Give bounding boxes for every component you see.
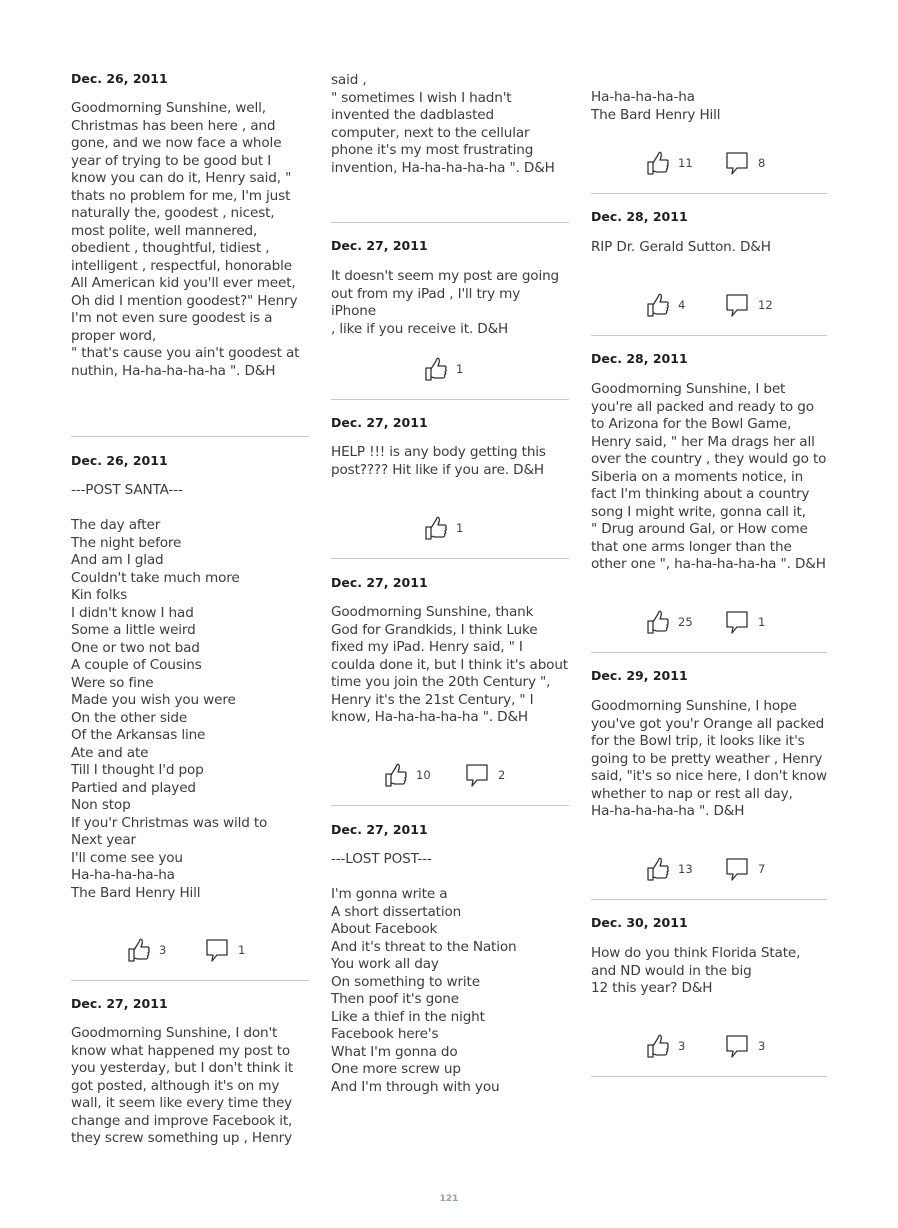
comment-count: 3 bbox=[758, 1039, 766, 1053]
like-button[interactable] bbox=[646, 291, 685, 319]
like-button[interactable] bbox=[646, 855, 693, 883]
post-text: Ha-ha-ha-ha-ha The Bard Henry Hill bbox=[591, 89, 721, 123]
post-date: Dec. 26, 2011 bbox=[71, 453, 168, 468]
page-number: 121 bbox=[439, 1194, 459, 1204]
post-text: HELP !!! is any body getting this post???? Hit like if you are. D&H bbox=[331, 444, 546, 478]
post-text: ---POST SANTA--- The day after The night before And am I glad Couldn't take much more Kin folks I didn't know I had Some a little weird One or two not bad A couple of Cousins Were so fine Made you wish you were On the other side Of the Arkansas line Ate and ate Till I thought I'd pop Partied and played Non stop If you'r Christmas was wild to Next year I'll come see you Ha-ha-ha-ha-ha The Bard Henry Hill bbox=[71, 482, 268, 901]
post-divider bbox=[331, 399, 569, 400]
post-date: Dec. 29, 2011 bbox=[591, 668, 688, 683]
thumbs-up-icon bbox=[646, 292, 670, 318]
comment-button[interactable] bbox=[724, 608, 765, 636]
thumbs-up-icon bbox=[646, 609, 670, 635]
post-stats bbox=[591, 291, 827, 319]
thumbs-up-icon bbox=[424, 356, 448, 382]
comment-count: 2 bbox=[498, 768, 506, 782]
post-stats bbox=[331, 514, 569, 542]
comment-bubble-icon bbox=[204, 937, 230, 963]
post-text: RIP Dr. Gerald Sutton. D&H bbox=[591, 239, 771, 255]
post-stats bbox=[591, 1032, 827, 1060]
like-button[interactable] bbox=[646, 608, 693, 636]
post-divider bbox=[71, 436, 309, 437]
comment-count: 12 bbox=[758, 298, 773, 312]
thumbs-up-icon bbox=[646, 1033, 670, 1059]
post-stats bbox=[71, 936, 309, 964]
post-stats bbox=[331, 761, 569, 789]
comment-button[interactable] bbox=[724, 149, 765, 177]
post-stats bbox=[331, 355, 569, 383]
post-date: Dec. 26, 2011 bbox=[71, 71, 168, 86]
post-date: Dec. 27, 2011 bbox=[331, 575, 428, 590]
comment-bubble-icon bbox=[464, 762, 490, 788]
post-text: said , " sometimes I wish I hadn't invented the dadblasted computer, next to the cellular phone it's my most frustrating invention, Ha-ha-ha-ha-ha ". D&H bbox=[331, 72, 555, 176]
post-divider bbox=[331, 805, 569, 806]
like-button[interactable] bbox=[646, 149, 693, 177]
like-button[interactable] bbox=[646, 1032, 685, 1060]
like-button[interactable] bbox=[424, 514, 463, 542]
comment-count: 8 bbox=[758, 156, 766, 170]
like-count: 1 bbox=[456, 521, 464, 535]
post-divider bbox=[331, 222, 569, 223]
comment-button[interactable] bbox=[724, 1032, 765, 1060]
post-date: Dec. 27, 2011 bbox=[331, 822, 428, 837]
post-divider bbox=[591, 1076, 827, 1077]
post-text: ---LOST POST--- I'm gonna write a A short dissertation About Facebook And it's threat to the Nation You work all day On something to write Then poof it's gone Like a thief in the night Facebook here's What I'm gonna do One more screw up And I'm through with you bbox=[331, 851, 517, 1095]
like-count: 1 bbox=[456, 362, 464, 376]
post-divider bbox=[591, 899, 827, 900]
thumbs-up-icon bbox=[424, 515, 448, 541]
post-date: Dec. 28, 2011 bbox=[591, 351, 688, 366]
comment-bubble-icon bbox=[724, 292, 750, 318]
post-date: Dec. 27, 2011 bbox=[71, 996, 168, 1011]
post-text: Goodmorning Sunshine, I bet you're all packed and ready to go to Arizona for the Bowl Game, Henry said, " her Ma drags her all over the country , they would go to Siberia on a moments notice, in fact I'm thinking about a country song I might write, gonna call it, " Drug around Gal, or How come that one arms longer than the other one ", ha-ha-ha-ha-ha ". D&H bbox=[591, 381, 827, 572]
like-button[interactable] bbox=[384, 761, 431, 789]
post-divider bbox=[71, 980, 309, 981]
post-date: Dec. 28, 2011 bbox=[591, 209, 688, 224]
post-stats bbox=[591, 608, 827, 636]
like-count: 11 bbox=[678, 156, 693, 170]
post-date: Dec. 27, 2011 bbox=[331, 415, 428, 430]
post-text: How do you think Florida State, and ND would in the big 12 this year? D&H bbox=[591, 945, 801, 996]
comment-button[interactable] bbox=[724, 291, 773, 319]
post-divider bbox=[591, 193, 827, 194]
comment-button[interactable] bbox=[204, 936, 245, 964]
post-date: Dec. 30, 2011 bbox=[591, 915, 688, 930]
post-stats bbox=[591, 149, 827, 177]
post-text: Goodmorning Sunshine, thank God for Grandkids, I think Luke fixed my iPad. Henry said, " I coulda done it, but I think it's about time you join the 20th Century ", Henry it's the 21st Century, " I know, Ha-ha-ha-ha-ha ". D&H bbox=[331, 604, 568, 725]
like-count: 10 bbox=[416, 768, 431, 782]
like-button[interactable] bbox=[127, 936, 166, 964]
like-count: 13 bbox=[678, 862, 693, 876]
post-text: Goodmorning Sunshine, I hope you've got you'r Orange all packed for the Bowl trip, it looks like it's going to be pretty weather , Henry said, "it's so nice here, I don't know whether to nap or rest all day, Ha-ha-ha-ha-ha ". D&H bbox=[591, 698, 828, 819]
post-date: Dec. 27, 2011 bbox=[331, 238, 428, 253]
post-divider bbox=[591, 652, 827, 653]
comment-bubble-icon bbox=[724, 150, 750, 176]
like-count: 25 bbox=[678, 615, 693, 629]
post-divider bbox=[591, 335, 827, 336]
post-text: Goodmorning Sunshine, I don't know what happened my post to you yesterday, but I don't think it got posted, although it's on my wall, it seem like every time they change and improve Facebook it, they screw something up , Henry bbox=[71, 1025, 294, 1146]
like-count: 3 bbox=[678, 1039, 686, 1053]
comment-button[interactable] bbox=[464, 761, 505, 789]
thumbs-up-icon bbox=[384, 762, 408, 788]
like-count: 3 bbox=[159, 943, 167, 957]
comment-button[interactable] bbox=[724, 855, 765, 883]
like-count: 4 bbox=[678, 298, 686, 312]
post-text: It doesn't seem my post are going out from my iPad , I'll try my iPhone , like if you receive it. D&H bbox=[331, 268, 560, 337]
comment-count: 7 bbox=[758, 862, 766, 876]
comment-bubble-icon bbox=[724, 856, 750, 882]
comment-bubble-icon bbox=[724, 1033, 750, 1059]
like-button[interactable] bbox=[424, 355, 463, 383]
post-divider bbox=[331, 558, 569, 559]
thumbs-up-icon bbox=[646, 150, 670, 176]
comment-bubble-icon bbox=[724, 609, 750, 635]
post-text: Goodmorning Sunshine, well, Christmas has been here , and gone, and we now face a whole year of trying to be good but I know you can do it, Henry said, " thats no problem for me, I'm just naturally the, goodest , nicest, most polite, well mannered, obedient , thoughtful, tidiest , intelligent , respectful, honorable All American kid you'll ever meet, Oh did I mention goodest?" Henry I'm not even sure goodest is a proper word, " that's cause you ain't goodest at nuthin, Ha-ha-ha-ha-ha ". D&H bbox=[71, 100, 300, 379]
thumbs-up-icon bbox=[646, 856, 670, 882]
comment-count: 1 bbox=[238, 943, 246, 957]
comment-count: 1 bbox=[758, 615, 766, 629]
thumbs-up-icon bbox=[127, 937, 151, 963]
post-stats bbox=[591, 855, 827, 883]
